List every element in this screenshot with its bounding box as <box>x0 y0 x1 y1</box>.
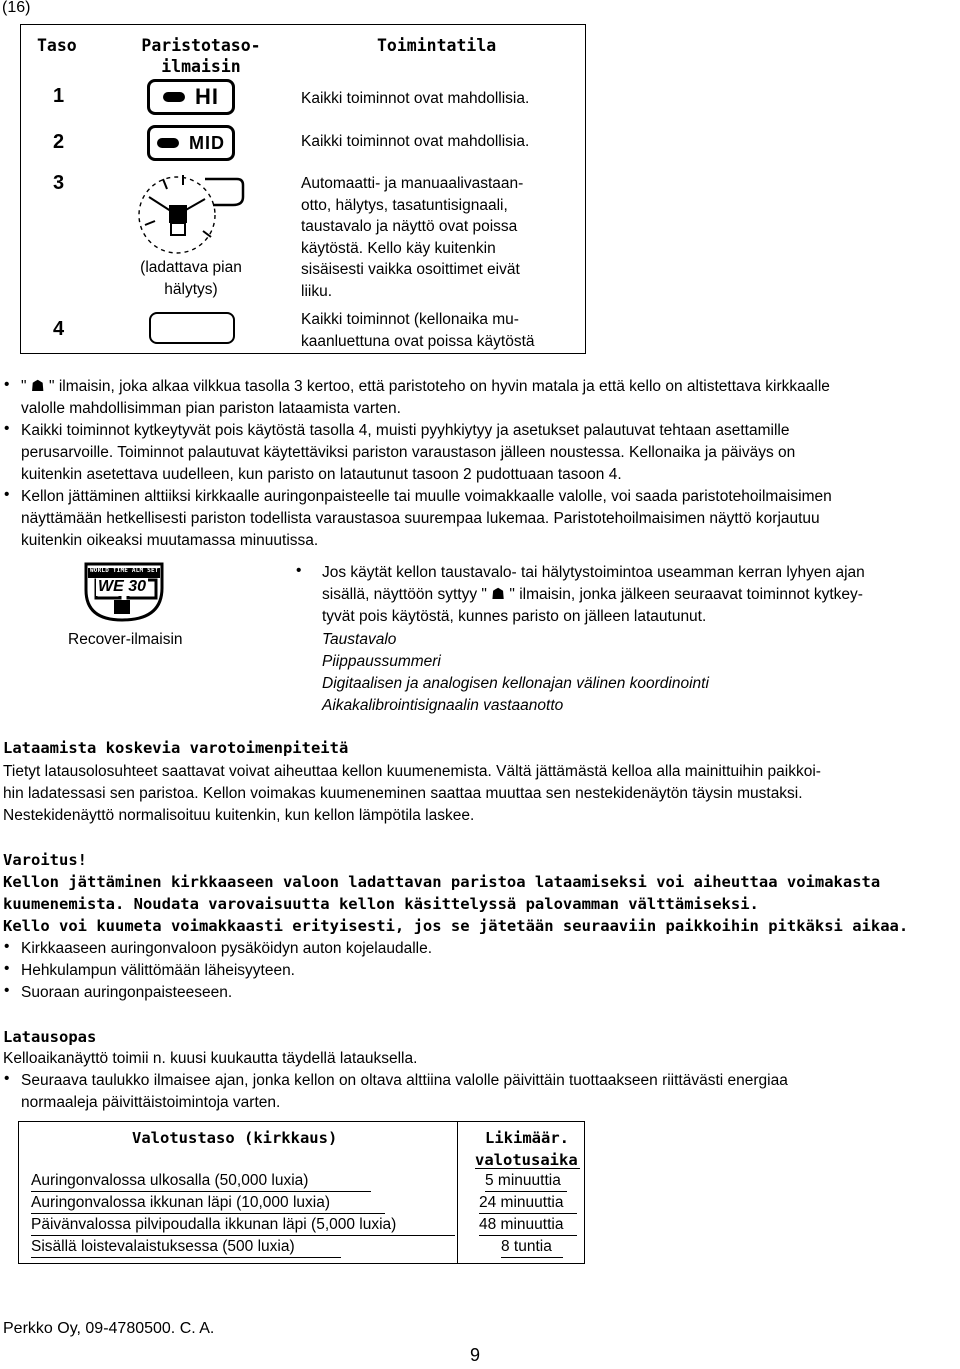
charge-guide-table <box>18 1121 585 1264</box>
bullet-dot: • <box>4 960 10 977</box>
warning-line-3: Kello voi kuumeta voimakkaasti erityisesti, jos se jätetään seuraaviin paikkoihin pitkäksi aikaa. <box>3 917 909 935</box>
guide-row-3-time: 48 minuuttia <box>479 1216 564 1233</box>
table-row-line <box>501 1257 563 1258</box>
charging-precautions-line-3: Nestekidenäyttö normalisoituu kuitenkin, kun kellon lämpötila laskee. <box>3 807 475 824</box>
battery-level-table <box>20 24 586 354</box>
guide-col2-header-2: valotusaika <box>475 1151 578 1169</box>
table-row-line <box>31 1257 341 1258</box>
bullet-dot: • <box>296 562 302 579</box>
bullet-dot: • <box>4 982 10 999</box>
warning-item-1: Kirkkaaseen auringonvaloon pysäköidyn auton kojelaudalle. <box>21 940 433 957</box>
warning-heading: Varoitus! <box>3 851 87 869</box>
bullet-dot: • <box>4 376 10 393</box>
level-1-number: 1 <box>53 85 65 107</box>
table-row-line <box>31 1213 385 1214</box>
level-3-number: 3 <box>53 172 65 194</box>
footer-company: Perkko Oy, 09-4780500. C. A. <box>3 1320 215 1337</box>
level-1-function: Kaikki toiminnot ovat mahdollisia. <box>301 90 530 107</box>
recover-function-3: Digitaalisen ja analogisen kellonajan välinen koordinointi <box>322 675 709 692</box>
bullet-dot: • <box>4 420 10 437</box>
guide-row-4-time: 8 tuntia <box>501 1238 552 1255</box>
bullet-3-line-1: Kellon jättäminen alttiiksi kirkkaalle auringonpaisteelle tai muulle voimakkaalle valolle, voi saada paristotehoilmaisimen <box>21 488 832 505</box>
bullet-2-line-1: Kaikki toiminnot kytkeytyvät pois käytöstä tasolla 4, muisti pyyhkiytyy ja asetukset palautuvat tehtaan asettamille <box>21 422 790 439</box>
table-row-line <box>479 1213 577 1214</box>
guide-row-2-time: 24 minuuttia <box>479 1194 564 1211</box>
page-number: 9 <box>470 1345 481 1365</box>
recover-function-4: Aikakalibrointisignaalin vastaanotto <box>322 697 564 714</box>
level-1-display-text: HI <box>195 84 219 109</box>
guide-col2-header-1: Likimäär. <box>485 1129 569 1147</box>
charge-guide-line: Kelloaikanäyttö toimii n. kuusi kuukautta täydellä latauksella. <box>3 1050 418 1067</box>
table-row-line <box>31 1191 371 1192</box>
bullet-dot: • <box>4 486 10 503</box>
charging-precautions-line-2: hin ladatessasi sen paristoa. Kellon voimakas kuumeneminen saattaa muuttaa sen nestekidenäytön täysin mustaksi. <box>3 785 803 802</box>
warning-line-1: Kellon jättäminen kirkkaaseen valoon ladattavan paristoa lataamiseksi voi aiheuttaa voimakasta <box>3 873 881 891</box>
level-4-display <box>149 312 235 344</box>
table-column-divider <box>457 1122 458 1263</box>
level-2-function: Kaikki toiminnot ovat mahdollisia. <box>301 133 530 150</box>
level-2-number: 2 <box>53 131 65 153</box>
recover-function-2: Piippaussummeri <box>322 653 441 670</box>
guide-row-2-level: Auringonvalossa ikkunan läpi (10,000 luxia) <box>31 1194 330 1211</box>
warning-item-3: Suoraan auringonpaisteeseen. <box>21 984 233 1001</box>
level-3-indicator-note: (ladattava pian hälytys) <box>140 259 242 298</box>
charging-precautions-line-1: Tietyt latausolosuhteet saattavat voivat aiheuttaa kellon kuumenemista. Vältä jättämästä kelloa alla mainittuihin paikkoi- <box>3 763 821 780</box>
level-4-number: 4 <box>53 318 65 340</box>
bullet-2-line-2: perusarvoille. Toiminnot palautuvat käytettäviksi pariston varaustason jälleen noustessa. Kellonaika ja päiväys on <box>21 444 796 461</box>
battery-icon <box>157 138 179 148</box>
recover-lcd-top: WORLD TIME ALM SET <box>90 567 159 574</box>
bullet-3-line-2: näyttämään hetkellisesti pariston todellista varaustasoa suurempaa lukemaa. Paristotehoilmaisimen näyttö korjautuu <box>21 510 820 527</box>
bullet-dot: • <box>4 938 10 955</box>
table-row-line <box>31 1235 455 1236</box>
level-3-function: Automaatti- ja manuaalivastaan- otto, hälytys, tasatuntisignaali, taustavalo ja näyttö ovat poissa käytöstä. Kello käy kuitenkin sisäisesti vaikka osoittimet eivät liiku. <box>301 175 524 300</box>
recover-function-1: Taustavalo <box>322 631 397 648</box>
level-4-function: Kaikki toiminnot (kellonaika mu- kaanluettuna ovat poissa käytöstä <box>301 311 535 350</box>
charge-guide-bullet-line-1: Seuraava taulukko ilmaisee ajan, jonka kellon on oltava alttiina valolle päivittäin tuottaakseen riittävästi energiaa <box>21 1072 788 1089</box>
level-2-display-text: MID <box>189 132 225 153</box>
bullet-3-line-3: kuitenkin oikeaksi muutamassa minuutissa. <box>21 532 319 549</box>
recover-lcd-main: WE 30 <box>98 578 147 595</box>
bullet-1-line-2: valolle mahdollisimman pian pariston lataamista varten. <box>21 400 401 417</box>
recover-bullet-line-2: sisällä, näyttöön syttyy " ☗ " ilmaisin, jonka jälkeen seuraavat toiminnot kytkey- <box>322 586 863 603</box>
bullet-2-line-3: kuitenkin asetettava uudelleen, kun paristo on latautunut tasoon 2 pudottuaan tasoon 4. <box>21 466 622 483</box>
level-1-display <box>147 79 235 115</box>
guide-col1-header: Valotustaso (kirkkaus) <box>132 1129 338 1147</box>
charging-precautions-heading: Lataamista koskevia varotoimenpiteitä <box>3 739 349 757</box>
warning-item-2: Hehkulampun välittömään läheisyyteen. <box>21 962 295 979</box>
header-function: Toimintatila <box>377 36 497 55</box>
charge-soon-indicator-icon <box>133 169 245 261</box>
table-row-line <box>475 1168 580 1169</box>
table-row-line <box>479 1235 577 1236</box>
recover-caption: Recover-ilmaisin <box>68 631 183 648</box>
charge-guide-bullet-line-2: normaaleja päivittäistoimintoja varten. <box>21 1094 281 1111</box>
header-level: Taso <box>37 36 77 55</box>
recover-bullet-line-1: Jos käytät kellon taustavalo- tai hälytystoimintoa useamman kerran lyhyen ajan <box>322 564 865 581</box>
guide-row-4-level: Sisällä loistevalaistuksessa (500 luxia) <box>31 1238 295 1255</box>
battery-icon <box>163 92 185 102</box>
guide-row-3-level: Päivänvalossa pilvipoudalla ikkunan läpi (5,000 luxia) <box>31 1216 397 1233</box>
page-label: (16) <box>2 0 31 16</box>
header-indicator: Paristotaso- ilmaisin <box>141 36 261 76</box>
level-2-display <box>147 125 235 161</box>
recover-bullet-line-3: tyvät pois käytöstä, kunnes paristo on jälleen latautunut. <box>322 608 707 625</box>
charge-guide-heading: Latausopas <box>3 1028 97 1046</box>
bullet-dot: • <box>4 1070 10 1087</box>
table-row-line <box>485 1191 567 1192</box>
guide-row-1-time: 5 minuuttia <box>485 1172 561 1189</box>
warning-line-2: kuumenemista. Noudata varovaisuutta kellon käsittelyssä palovamman välttämiseksi. <box>3 895 759 913</box>
bullet-1-line-1: " ☗ " ilmaisin, joka alkaa vilkkua tasolla 3 kertoo, että paristoteho on hyvin matala ja että kello on altistettava kirkkaalle <box>21 378 830 395</box>
guide-row-1-level: Auringonvalossa ulkosalla (50,000 luxia) <box>31 1172 309 1189</box>
